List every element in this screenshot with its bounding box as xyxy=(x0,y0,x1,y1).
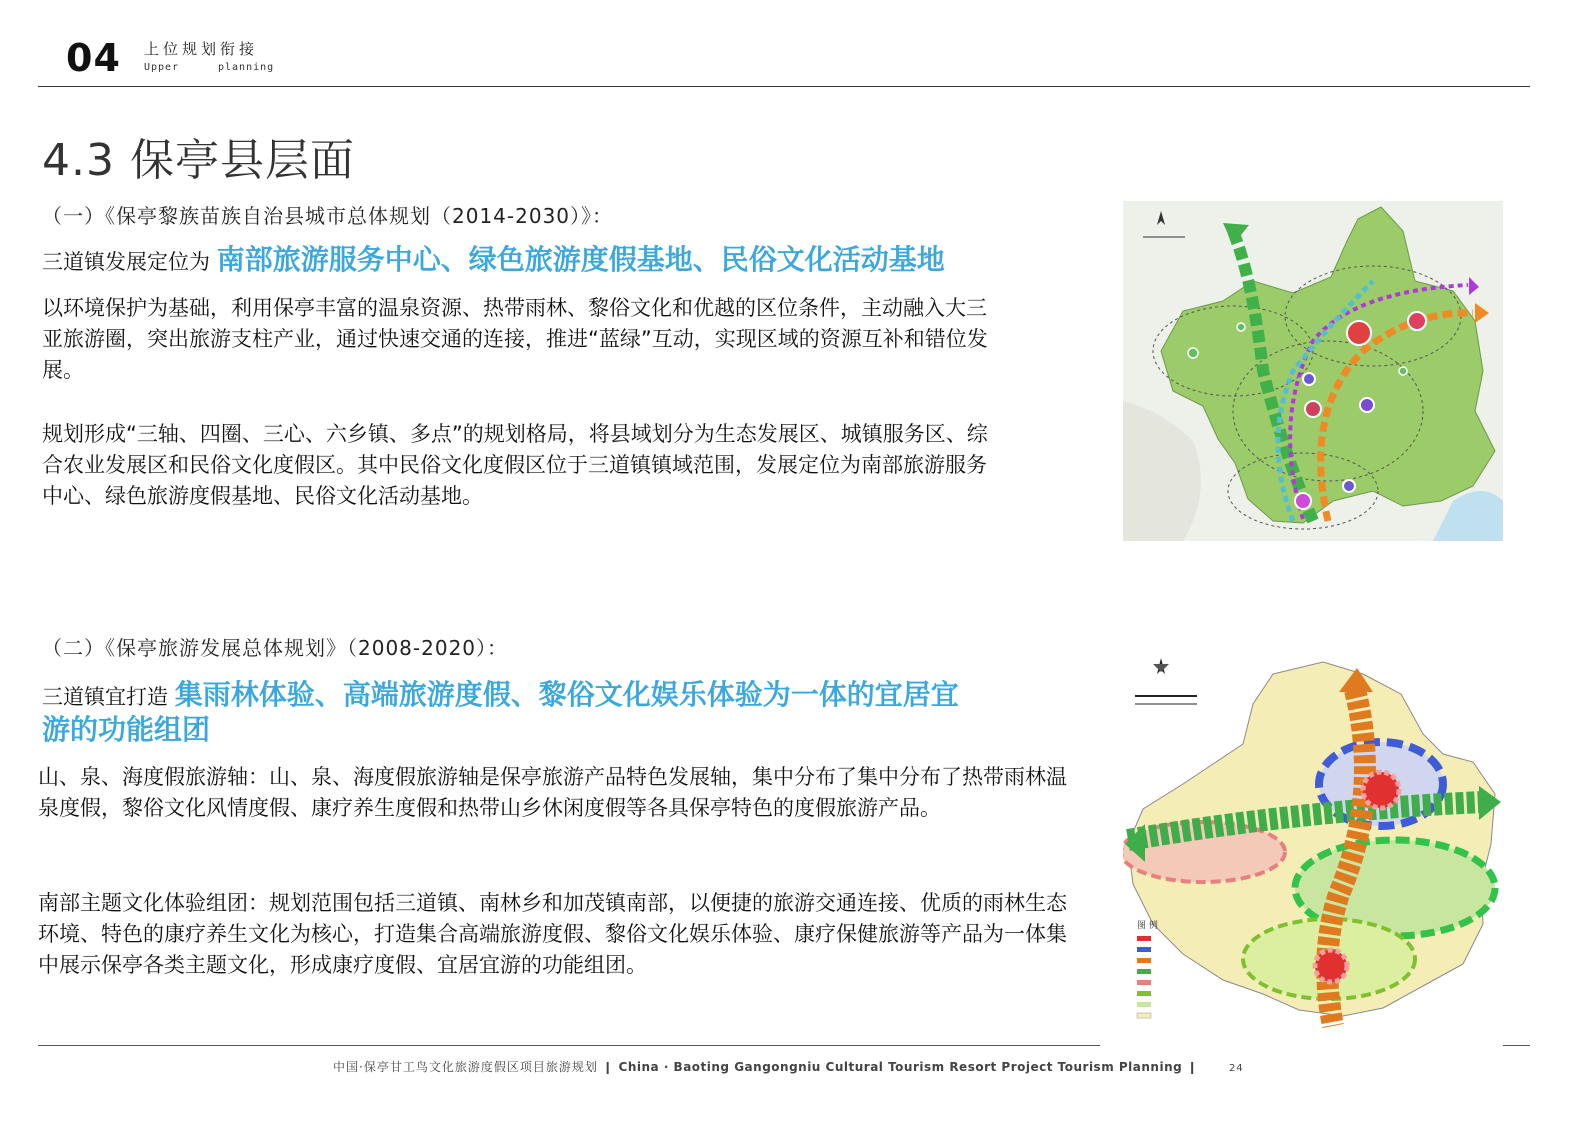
footer-cn: 中国·保亭甘工鸟文化旅游度假区项目旅游规划 xyxy=(333,1060,598,1074)
tourism-plan-map xyxy=(1123,634,1503,1038)
part2-positioning-prefix: 三道镇宜打造 xyxy=(42,685,168,709)
point-node-2 xyxy=(1237,323,1245,331)
part1-subtitle: （一）《保亭黎族苗族自治县城市总体规划（2014-2030）》： xyxy=(42,204,614,228)
footer-divider-right xyxy=(1503,1045,1530,1046)
legend-swatch-2 xyxy=(1137,947,1151,952)
page-number: 24 xyxy=(1228,1063,1244,1074)
header-divider xyxy=(38,86,1530,87)
footer-separator-2: ❙ xyxy=(1187,1060,1203,1074)
town-node-3 xyxy=(1343,480,1355,492)
part1-positioning-highlight: 南部旅游服务中心、绿色旅游度假基地、民俗文化活动基地 xyxy=(216,243,945,276)
main-center-node xyxy=(1363,772,1399,808)
footer-divider-left xyxy=(38,1045,1100,1046)
part1-positioning-prefix: 三道镇发展定位为 xyxy=(42,250,210,274)
footer xyxy=(333,1058,1244,1075)
town-node-1 xyxy=(1360,398,1374,412)
part2-positioning xyxy=(42,673,959,713)
part2-positioning-highlight-2: 游的功能组团 xyxy=(42,713,211,746)
legend-swatch-3 xyxy=(1137,958,1151,963)
town-node-4 xyxy=(1295,493,1311,509)
part2-positioning-highlight-1: 集雨林体验、高端旅游度假、黎俗文化娱乐体验为一体的宜居宜 xyxy=(174,678,959,711)
legend-swatch-5 xyxy=(1137,980,1151,985)
center-node-3 xyxy=(1305,401,1321,417)
part2-subtitle: （二）《保亭旅游发展总体规划》（2008-2020）： xyxy=(42,636,509,660)
section-title: 4.3 保亭县层面 xyxy=(42,135,355,186)
legend-title: 图 例 xyxy=(1137,921,1158,931)
chapter-title-cn: 上位规划衔接 xyxy=(144,40,259,58)
town-node-2 xyxy=(1303,373,1315,385)
legend-swatch-6 xyxy=(1137,991,1151,996)
part1-paragraph-1: 以环境保护为基础，利用保亭丰富的温泉资源、热带雨林、黎俗文化和优越的区位条件，主动融入大三亚旅游圈，突出旅游支柱产业，通过快速交通的连接，推进“蓝绿”互动，实现区域的资源互补和错位发展。 xyxy=(42,296,988,382)
south-center-node xyxy=(1315,950,1347,982)
point-node-1 xyxy=(1188,348,1198,358)
legend-swatch-8 xyxy=(1137,1013,1151,1018)
point-node-3 xyxy=(1399,367,1407,375)
chapter-title-en-2: planning xyxy=(218,62,275,73)
center-node-1 xyxy=(1347,321,1371,345)
part1-positioning xyxy=(42,238,945,278)
footer-separator: ❙ xyxy=(602,1060,619,1074)
part1-paragraph-2: 规划形成“三轴、四圈、三心、六乡镇、多点”的规划格局，将县域划分为生态发展区、城镇服务区、综合农业发展区和民俗文化度假区。其中民俗文化度假区位于三道镇镇域范围，发展定位为南部旅游服务中心、绿色旅游度假基地、民俗文化活动基地。 xyxy=(42,422,988,508)
chapter-title-en-1: Upper xyxy=(144,62,180,73)
legend-swatch-4 xyxy=(1137,969,1151,974)
legend-swatch-1 xyxy=(1137,936,1151,941)
part2-paragraph-2: 南部主题文化体验组团：规划范围包括三道镇、南林乡和加茂镇南部，以便捷的旅游交通连接、优质的雨林生态环境、特色的康疗养生文化为核心，打造集合高端旅游度假、黎俗文化娱乐体验、康疗保健旅游等产品为一体集中展示保亭各类主题文化，形成康疗度假、宜居宜游的功能组团。 xyxy=(38,891,1067,977)
center-node-2 xyxy=(1408,312,1426,330)
chapter-number: 04 xyxy=(66,36,121,80)
county-plan-map xyxy=(1123,201,1503,541)
part2-paragraph-1: 山、泉、海度假旅游轴：山、泉、海度假旅游轴是保亭旅游产品特色发展轴，集中分布了集中分布了热带雨林温泉度假，黎俗文化风情度假、康疗养生度假和热带山乡休闲度假等各具保亭特色的度假旅游产品。 xyxy=(38,765,1067,820)
footer-en: China · Baoting Gangongniu Cultural Tourism Resort Project Tourism Planning xyxy=(618,1060,1183,1074)
legend-swatch-7 xyxy=(1137,1002,1151,1007)
